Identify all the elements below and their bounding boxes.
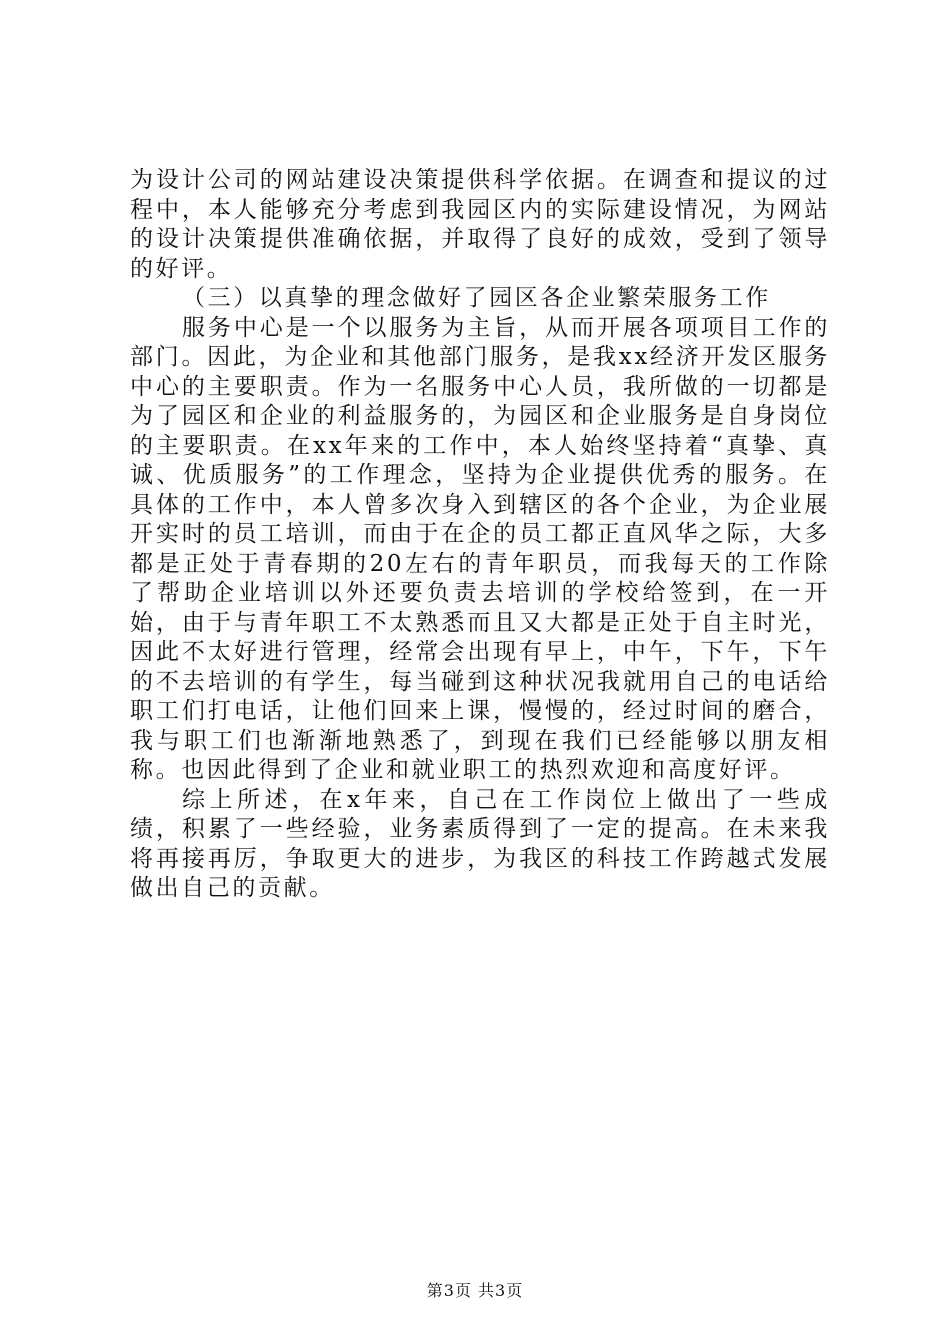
section-heading: （三）以真挚的理念做好了园区各企业繁荣服务工作 — [182, 285, 771, 311]
paragraph-summary: 综上所述，在x年来，自己在工作岗位上做出了一些成绩，积累了一些经验，业务素质得到了一定的提高。在未来我将再接再厉，争取更大的进步，为我区的科技工作跨越式发展做出自己的贡献。 — [130, 786, 830, 901]
page-number-footer: 第3页 共3页 — [426, 1281, 524, 1300]
document-body — [130, 166, 830, 904]
paragraph-service-center: 服务中心是一个以服务为主旨，从而开展各项项目工作的部门。因此，为企业和其他部门服务，是我xx经济开发区服务中心的主要职责。作为一名服务中心人员，我所做的一切都是为了园区和企业的利益服务的，为园区和企业服务是自身岗位的主要职责。在xx年来的工作中，本人始终坚持着“真挚、真诚、优质服务”的工作理念，坚持为企业提供优秀的服务。在具体的工作中，本人曾多次身入到辖区的各个企业，为企业展开实时的员工培训，而由于在企的员工都正直风华之际，大多都是正处于青春期的20左右的青年职员，而我每天的工作除了帮助企业培训以外还要负责去培训的学校给签到，在一开始，由于与青年职工不太熟悉而且又大都是正处于自主时光，因此不太好进行管理，经常会出现有早上，中午，下午，下午的不去培训的有学生，每当碰到这种状况我就用自己的电话给职工们打电话，让他们回来上课，慢慢的，经过时间的磨合，我与职工们也渐渐地熟悉了，到现在我们已经能够以朋友相称。也因此得到了企业和就业职工的热烈欢迎和高度好评。 — [130, 314, 830, 783]
paragraph-continuation: 为设计公司的网站建设决策提供科学依据。在调查和提议的过程中，本人能够充分考虑到我园区内的实际建设情况，为网站的设计决策提供准确依据，并取得了良好的成效，受到了领导的好评。 — [130, 167, 830, 282]
